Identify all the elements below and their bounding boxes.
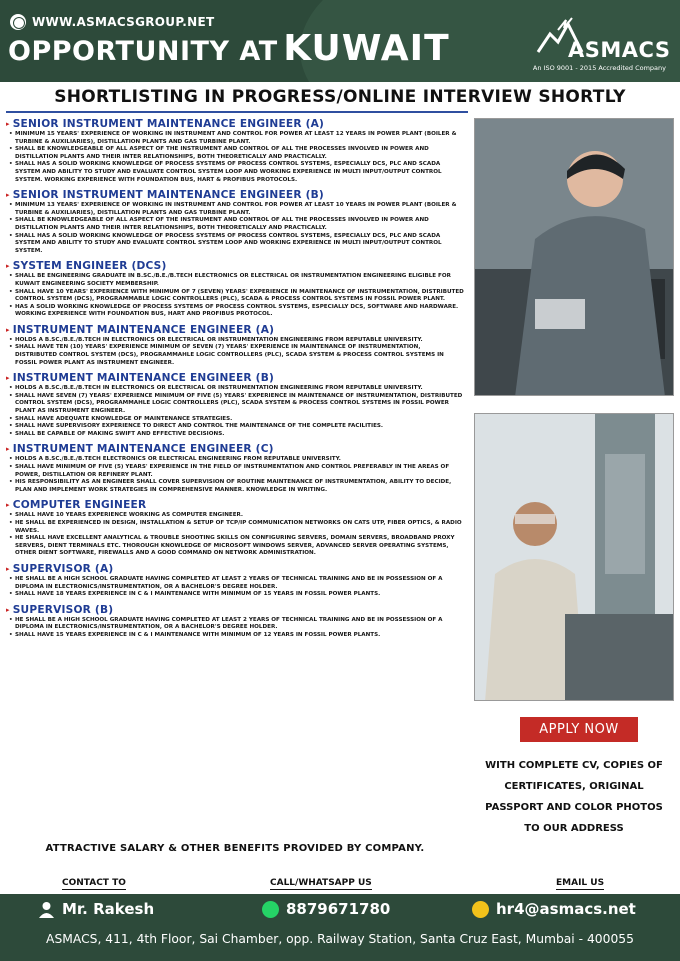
job-requirements [8, 617, 464, 640]
contact-person [38, 900, 154, 918]
job-title [6, 324, 464, 337]
title-prefix: OPPORTUNITY AT [8, 36, 278, 67]
logo-name: ASMACS [568, 38, 671, 62]
job-section [6, 563, 464, 599]
phone-label: CALL/WHATSAPP US [270, 878, 372, 888]
requirement-item: • SHALL BE CAPABLE OF MAKING SWIFT AND EFFECTIVE DECISIONS. [8, 431, 464, 439]
phone-number[interactable]: 8879671780 [286, 900, 391, 918]
requirement-item: • SHALL HAVE 10 YEARS' EXPERIENCE WITH MINIMUM OF 7 (SEVEN) YEARS' EXPERIENCE IN MAINTENANCE OF INSTRUMENTATION, DISTRIBUTED CONTROL SYSTEM (DCS), PROGRAMMABLE LOGIC CONTROLLERS (PLC), SCADA & PROCESS CONTROL SYSTEMS IN FOSSIL POWER PLANT. [8, 289, 464, 304]
engineer-plant-photo [474, 413, 674, 701]
requirement-item: • HOLDS A B.SC./B.E./B.TECH ELECTRONICS OR ELECTRICAL ENGINEERING FROM REPUTABLE UNIVERSITY. [8, 456, 464, 464]
job-requirements [8, 512, 464, 558]
job-section [6, 189, 464, 255]
sub-heading: SHORTLISTING IN PROGRESS/ONLINE INTERVIEW SHORTLY [54, 87, 626, 107]
sub-heading-divider [6, 111, 468, 113]
contact-labels [0, 877, 680, 891]
requirement-item: • MINIMUM 13 YEARS' EXPERIENCE OF WORKING IN INSTRUMENT AND CONTROL FOR POWER AT LEAST 10 YEARS IN POWER PLANT (BOILER & TURBINE & AUXILIARIES), DISTILLATION PLANTS AND GAS TURBINE PLANT. [8, 202, 464, 217]
job-title-text: SENIOR INSTRUMENT MAINTENANCE ENGINEER (B) [12, 189, 324, 202]
bullet-arrow-icon: ▸ [6, 374, 10, 383]
requirement-item: • HOLDS A B.SC./B.E./B.TECH IN ELECTRONICS OR ELECTRICAL OR INSTRUMENTATION ENGINEERING FROM REPUTABLE UNIVERSITY. [8, 337, 464, 345]
benefits-note: ATTRACTIVE SALARY & OTHER BENEFITS PROVIDED BY COMPANY. [45, 843, 425, 854]
job-section [6, 499, 464, 558]
photo-illustration-2 [475, 414, 674, 701]
job-title-text: INSTRUMENT MAINTENANCE ENGINEER (C) [12, 443, 274, 456]
requirement-item: • SHALL HAS A SOLID WORKING KNOWLEDGE OF PROCESS SYSTEMS OF PROCESS CONTROL SYSTEMS, ESPECIALLY DCS, PLC AND SCADA SYSTEM AND ABILITY TO STUDY AND EVALUATE CONTROL SYSTEM LOOP AND WORKING EXPERIENCE IN MULTI INPUT/OUTPUT CONTROL SYSTEM. [8, 233, 464, 256]
requirement-item: • SHALL BE ENGINEERING GRADUATE IN B.SC./B.E./B.TECH ELECTRONICS OR ELECTRICAL OR INSTRUMENTATION ENGINEERING ELIGIBLE FOR KUWAIT ENGINEERING SOCIETY MEMBERSHIP. [8, 273, 464, 288]
requirement-item: • SHALL HAVE SUPERVISORY EXPERIENCE TO DIRECT AND CONTROL THE MAINTENANCE OF THE COMPLETE FACILITIES. [8, 423, 464, 431]
page-title [8, 28, 450, 69]
email-label: EMAIL US [556, 878, 605, 888]
email-icon [472, 901, 489, 918]
apply-instructions: WITH COMPLETE CV, COPIES OF CERTIFICATES, ORIGINAL PASSPORT AND COLOR PHOTOS TO OUR ADDRESS [485, 760, 663, 834]
bullet-arrow-icon: ▸ [6, 120, 10, 128]
job-title [6, 118, 464, 131]
job-title [6, 499, 464, 512]
header-banner [0, 0, 680, 82]
website-text: WWW.ASMACSGROUP.NET [32, 15, 215, 29]
contact-row [0, 900, 680, 924]
job-section [6, 604, 464, 640]
job-requirements [8, 202, 464, 255]
bullet-arrow-icon: ▸ [6, 191, 10, 200]
requirement-item: • HE SHALL BE EXPERIENCED IN DESIGN, INSTALLATION & SETUP OF TCP/IP COMMUNICATION NETWORKS ON CATS UTP, FIBER OPTICS, & RADIO WAVES. [8, 520, 464, 535]
job-title [6, 260, 464, 273]
requirement-item: • MINIMUM 15 YEARS' EXPERIENCE OF WORKING IN INSTRUMENT AND CONTROL FOR POWER AT LEAST 12 YEARS IN POWER PLANT (BOILER & TURBINE & AUXILIARIES), DISTILLATION PLANTS AND GAS TURBINE PLANT. [8, 131, 464, 146]
logo-tagline: An ISO 9001 - 2015 Accredited Company [532, 64, 666, 72]
requirement-item: • HE SHALL HAVE EXCELLENT ANALYTICAL & TROUBLE SHOOTING SKILLS ON CONFIGURING SERVERS, DOMAIN SERVERS, BROADBAND PROXY SERVERS, DIENT TERMINALS ETC. THOROUGH KNOWLEDGE OF MICROSOFT WINDOWS SERVER, ADVANCED SERVER OPERATING SYSTEMS, OTHER DIENT SOFTWARE, FIREWALLS AND A GOOD COMMAND ON NETWORK ADMINISTRATION. [8, 535, 464, 558]
job-requirements [8, 385, 464, 438]
whatsapp-icon [262, 901, 279, 918]
contact-label: CONTACT TO [62, 878, 126, 888]
job-title [6, 604, 464, 617]
requirement-item: • SHALL HAVE TEN (10) YEARS' EXPERIENCE MINIMUM OF SEVEN (7) YEARS' EXPERIENCE IN MAINTENANCE OF INSTRUMENTATION, DISTRIBUTED CONTROL SYSTEM (DCS), PROGRAMMAHLE LOGIC CONTROLLERS (PLC), SCADA SYSTEM & PROCESS CONTROL SYSTEMS IN FOSSIL POWER PLANT AS INSTRUMENT ENGINEER. [8, 344, 464, 367]
bullet-arrow-icon: ▸ [6, 564, 10, 573]
requirement-item: • HOLDS A B.SC./B.E./B.TECH IN ELECTRONICS OR ELECTRICAL OR INSTRUMENTATION ENGINEERING FROM REPUTABLE UNIVERSITY. [8, 385, 464, 393]
requirement-item: • SHALL HAVE SEVEN (7) YEARS' EXPERIENCE MINIMUM OF FIVE (5) YEARS' EXPERIENCE IN MAINTENANCE OF INSTRUMENTATION, DISTRIBUTED CONTROL SYSTEM (DCS), PROGRAMMAHLE LOGIC CONTROLLERS (PLC), SCADA SYSTEM & PROCESS CONTROL SYSTEMS IN FOSSIL POWER PLANT AS INSTRUMENT ENGINEER. [8, 393, 464, 416]
requirement-item: • SHALL HAVE 18 YEARS EXPERIENCE IN C & I MAINTENANCE WITH MINIMUM OF 15 YEARS IN FOSSIL POWER PLANTS. [8, 591, 464, 599]
contact-email[interactable] [472, 900, 636, 918]
title-location: KUWAIT [283, 28, 450, 69]
job-title-text: SYSTEM ENGINEER (DCS) [12, 260, 167, 273]
bullet-arrow-icon: ▸ [6, 501, 10, 510]
footer-bar [0, 894, 680, 961]
job-section [6, 324, 464, 367]
requirement-item: • HE SHALL BE A HIGH SCHOOL GRADUATE HAVING COMPLETED AT LEAST 2 YEARS OF TECHNICAL TRAINING AND BE IN POSSESSION OF A DIPLOMA IN ELECTRONICS/INSTRUMENTATION, OR A BACHELOR'S DEGREE HOLDER. [8, 576, 464, 591]
requirement-item: • SHALL HAVE 10 YEARS EXPERIENCE WORKING AS COMPUTER ENGINEER. [8, 512, 464, 520]
requirement-item: • SHALL HAVE 15 YEARS EXPERIENCE IN C & I MAINTENANCE WITH MINIMUM OF 12 YEARS IN FOSSIL POWER PLANTS. [8, 632, 464, 640]
requirement-item: • SHALL HAVE ADEQUATE KNOWLEDGE OF MAINTENANCE STRATEGIES. [8, 416, 464, 424]
job-section [6, 260, 464, 319]
job-title [6, 563, 464, 576]
job-title-text: INSTRUMENT MAINTENANCE ENGINEER (B) [12, 372, 275, 385]
job-section [6, 118, 464, 184]
contact-name: Mr. Rakesh [62, 900, 155, 918]
job-section [6, 372, 464, 438]
bullet-arrow-icon: ▸ [6, 605, 10, 614]
job-requirements [8, 273, 464, 319]
person-icon [38, 901, 55, 918]
requirement-item: • HAS A SOLID WORKING KNOWLEDGE OF PROCESS SYSTEMS OF PROCESS CONTROL SYSTEMS, ESPECIALLY DCS, SOFTWARE AND HARDWARE. WORKING EXPERIENCE WITH FOUNDATION BUS, HART AND PROFIBUS PROTOCOL. [8, 304, 464, 319]
requirement-item: • SHALL BE KNOWLEDGEABLE OF ALL ASPECT OF THE INSTRUMENT AND CONTROL OF ALL THE PROCESSES INVOLVED IN POWER AND DISTILLATION PLANTS AND THEIR INTER RELATIONSHIPS, BOTH THEORETICALLY AND PRACTICALLY. [8, 217, 464, 232]
job-title-text: SUPERVISOR (B) [12, 603, 114, 616]
job-requirements [8, 131, 464, 184]
job-requirements [8, 337, 464, 367]
company-logo [528, 8, 671, 76]
requirement-item: • HIS RESPONSIBILITY AS AN ENGINEER SHALL COVER SUPERVISION OF ROUTINE MAINTENANCE OF INSTRUMENTATION, ABILITY TO DECIDE, PLAN AND IMPLEMENT WORK STRATEGIES IN COMPREHENSIVE MANNER. KNOWLEDGE IN WRITING. [8, 479, 464, 494]
job-section [6, 443, 464, 494]
requirement-item: • HE SHALL BE A HIGH SCHOOL GRADUATE HAVING COMPLETED AT LEAST 2 YEARS OF TECHNICAL TRAINING AND BE IN POSSESSION OF A DIPLOMA IN ELECTRONICS/INSTRUMENTATION, OR A BACHELOR'S DEGREE HOLDER. [8, 617, 464, 632]
email-address[interactable]: hr4@asmacs.net [496, 900, 636, 918]
requirement-item: • SHALL BE KNOWLEDGEABLE OF ALL ASPECT OF THE INSTRUMENT AND CONTROL OF ALL THE PROCESSES INVOLVED IN POWER AND DISTILLATION PLANTS AND THEIR INTER RELATIONSHIPS, BOTH THEORETICALLY AND PRACTICALLY. [8, 146, 464, 161]
company-address: ASMACS, 411, 4th Floor, Sai Chamber, opp. Railway Station, Santa Cruz East, Mumbai - 400055 [46, 932, 634, 946]
job-title [6, 189, 464, 202]
job-list [6, 118, 464, 838]
job-title [6, 443, 464, 456]
job-requirements [8, 576, 464, 599]
job-title-text: SUPERVISOR (A) [12, 562, 114, 575]
bullet-arrow-icon: ▸ [6, 325, 10, 334]
bullet-arrow-icon: ▸ [6, 445, 10, 454]
job-requirements [8, 456, 464, 494]
job-title-text: COMPUTER ENGINEER [12, 499, 147, 512]
requirement-item: • SHALL HAS A SOLID WORKING KNOWLEDGE OF PROCESS SYSTEMS OF PROCESS CONTROL SYSTEMS, ESPECIALLY DCS, PLC AND SCADA SYSTEM AND ABILITY TO STUDY AND EVALUATE CONTROL SYSTEM LOOP AND WORKING EXPERIENCE IN MULTI INPUT/OUTPUT CONTROL SYSTEM. WORKING EXPERIENCE WITH FOUNDATION BUS, HART & PROFIBUS PROTOCOLS. [8, 161, 464, 184]
contact-phone[interactable] [262, 900, 390, 918]
job-title [6, 372, 464, 385]
bullet-arrow-icon: ▸ [6, 262, 10, 271]
requirement-item: • SHALL HAVE MINIMUM OF FIVE (5) YEARS' EXPERIENCE IN THE FIELD OF INSTRUMENTATION AND CONTROL PREFERABLY IN THE AREAS OF POWER, DISTILLATION OR REFINERY PLANT. [8, 464, 464, 479]
photo-illustration-1 [475, 119, 674, 396]
engineer-working-photo [474, 118, 674, 396]
job-title-text: SENIOR INSTRUMENT MAINTENANCE ENGINEER (A) [12, 118, 325, 130]
apply-now-button[interactable]: APPLY NOW [520, 717, 638, 742]
job-title-text: INSTRUMENT MAINTENANCE ENGINEER (A) [12, 323, 275, 336]
